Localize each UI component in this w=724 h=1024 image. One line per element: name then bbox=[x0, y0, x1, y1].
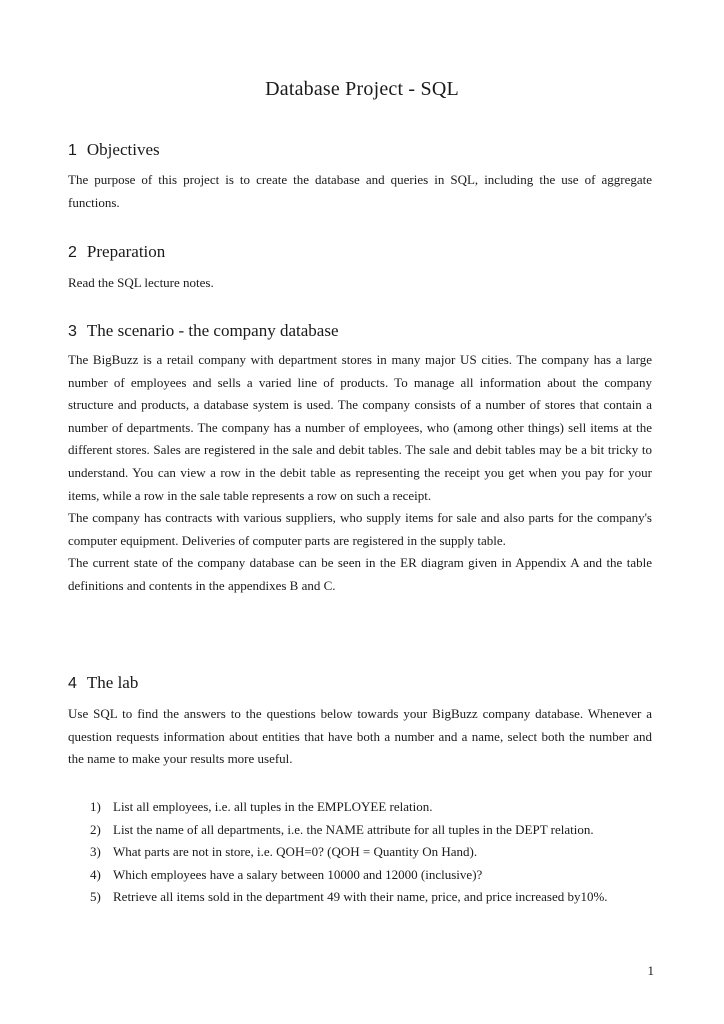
question-marker: 4) bbox=[90, 866, 101, 882]
question-item bbox=[90, 796, 690, 819]
paragraph: The BigBuzz is a retail company with department stores in many major US cities. The company has a large number of employees and sells a varied line of products. To manage all information about the company structure and products, a database system is used. The company consists of a number of stores that contain a number of departments. The company has a number of employees, who (among other things) sell items at the different stores. Sales are registered in the sale and debit tables. The sale and debit tables may be a bit tricky to understand. You can view a row in the debit table as representing the receipt you get when you pay for your items, while a row in the sale table represents a row on such a receipt. bbox=[68, 352, 652, 503]
question-item bbox=[90, 819, 690, 842]
question-marker: 3) bbox=[90, 844, 101, 860]
section-body-lab bbox=[68, 703, 652, 771]
question-item bbox=[90, 864, 690, 887]
section-number: 3 bbox=[68, 323, 77, 340]
paragraph: The current state of the company database can be seen in the ER diagram given in Appendix A and the table definitions and contents in the appendixes B and C. bbox=[68, 555, 652, 593]
section-number: 1 bbox=[68, 142, 77, 159]
question-text: Which employees have a salary between 10000 and 12000 (inclusive)? bbox=[113, 866, 483, 882]
paragraph: Read the SQL lecture notes. bbox=[68, 275, 214, 290]
section-heading-objectives bbox=[68, 140, 160, 160]
paragraph: Use SQL to find the answers to the questions below towards your BigBuzz company database. Whenever a question requests information about entities that have both a number and a name, select both the number and the name to make your results more useful. bbox=[68, 706, 652, 767]
question-marker: 2) bbox=[90, 821, 101, 837]
section-title: The scenario - the company database bbox=[86, 321, 339, 340]
section-body-preparation bbox=[68, 272, 652, 295]
section-title: The lab bbox=[86, 673, 139, 692]
section-body-scenario bbox=[68, 349, 652, 598]
question-marker: 1) bbox=[90, 799, 101, 814]
question-text: List the name of all departments, i.e. the NAME attribute for all tuples in the DEPT relation. bbox=[113, 821, 594, 837]
question-text: List all employees, i.e. all tuples in the EMPLOYEE relation. bbox=[113, 799, 433, 814]
question-item bbox=[90, 841, 690, 864]
section-body-objectives bbox=[68, 169, 652, 214]
page-number: 1 bbox=[647, 963, 654, 978]
section-number: 4 bbox=[68, 675, 77, 692]
page-title: Database Project - SQL bbox=[265, 78, 459, 100]
section-title: Preparation bbox=[86, 242, 166, 261]
question-item bbox=[90, 886, 690, 909]
paragraph: The purpose of this project is to create the database and queries in SQL, including the use of aggregate functions. bbox=[68, 172, 652, 210]
section-heading-lab bbox=[68, 673, 138, 693]
question-list bbox=[90, 796, 690, 909]
section-title: Objectives bbox=[86, 140, 160, 159]
question-text: What parts are not in store, i.e. QOH=0? (QOH = Quantity On Hand). bbox=[113, 844, 478, 860]
question-marker: 5) bbox=[90, 889, 101, 905]
paragraph: The company has contracts with various suppliers, who supply items for sale and also parts for the company's computer equipment. Deliveries of computer parts are registered in the supply table. bbox=[68, 510, 652, 548]
section-number: 2 bbox=[68, 244, 77, 261]
question-text: Retrieve all items sold in the department 49 with their name, price, and price increased by10%. bbox=[113, 889, 608, 905]
section-heading-scenario bbox=[68, 321, 339, 341]
section-heading-preparation bbox=[68, 242, 165, 262]
